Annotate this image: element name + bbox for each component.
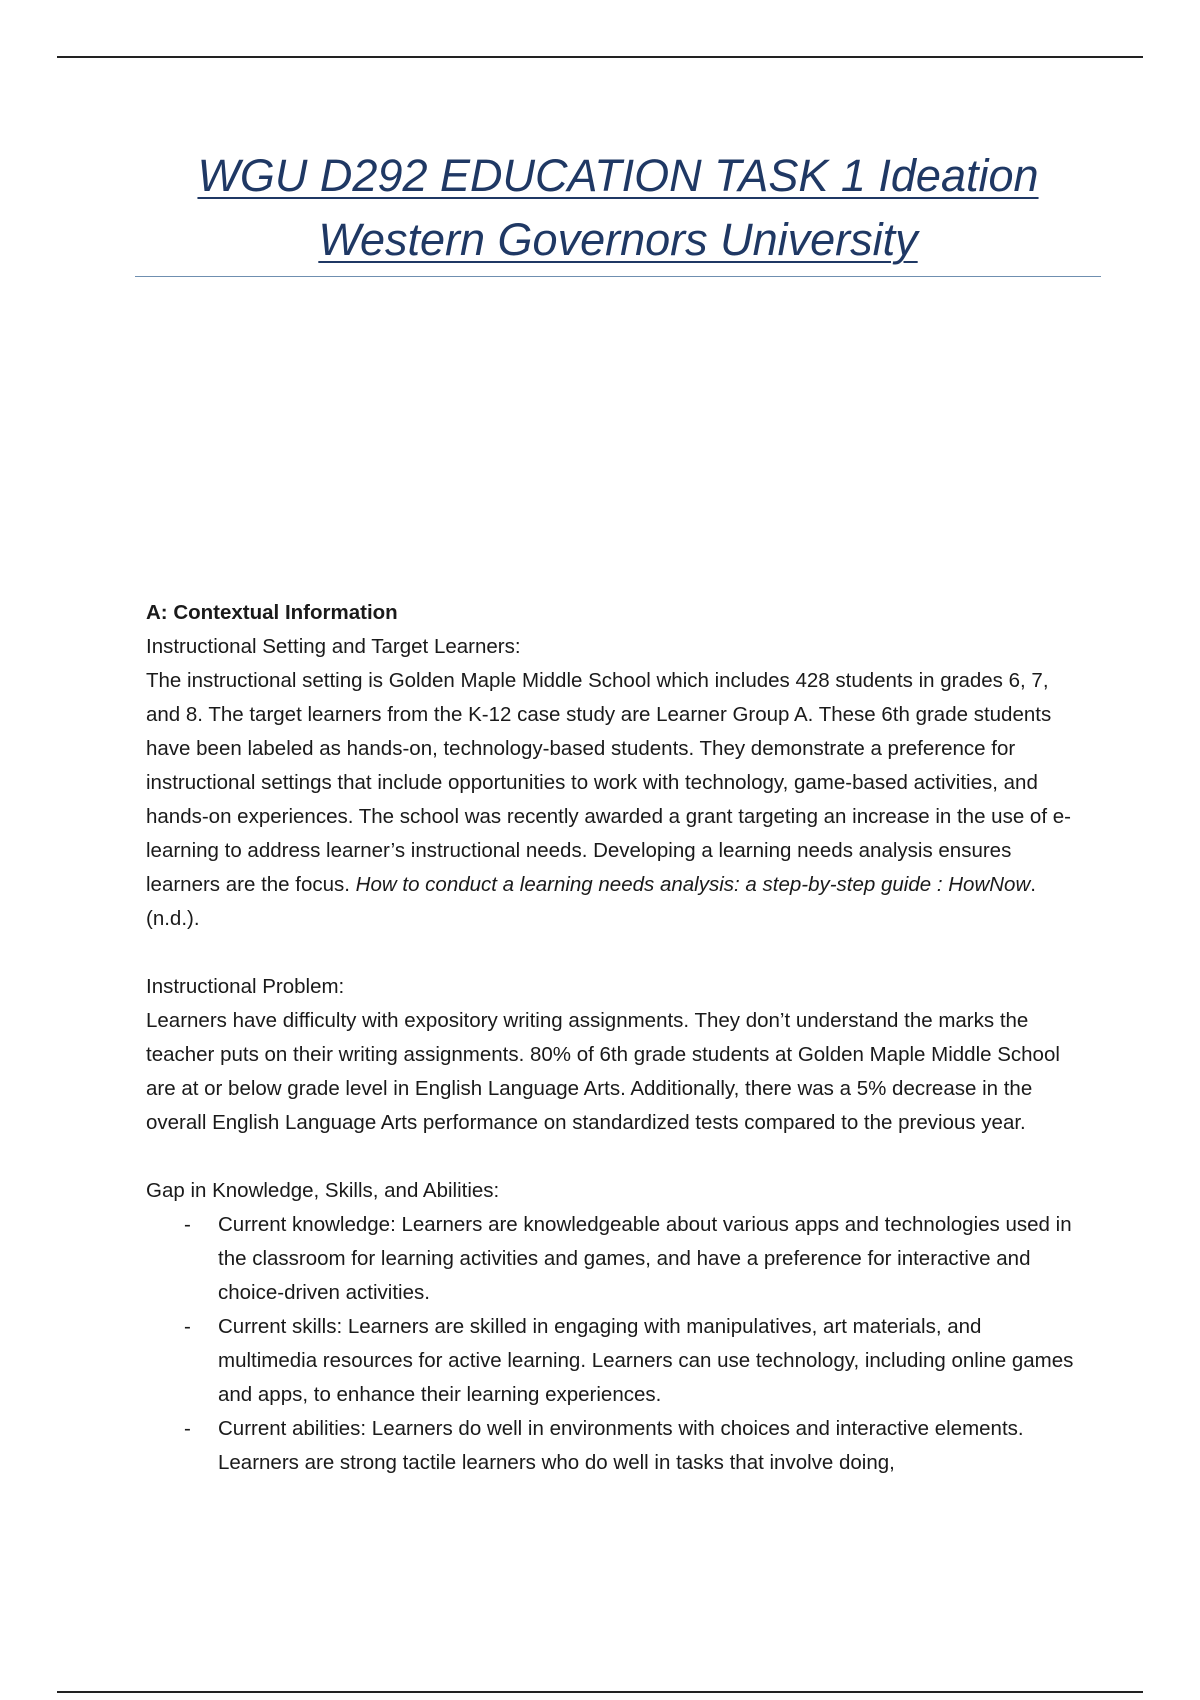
citation-title: How to conduct a learning needs analysis: a step-by-step guide : HowNow bbox=[355, 873, 1031, 896]
list-bullet: - bbox=[184, 1417, 191, 1440]
list-item bbox=[146, 1208, 1086, 1310]
title-line-1: WGU D292 EDUCATION TASK 1 Ideation bbox=[197, 150, 1039, 201]
spacer bbox=[146, 936, 1086, 970]
list-item bbox=[146, 1412, 1086, 1480]
title-line-2: Western Governors University bbox=[318, 214, 918, 265]
list-item bbox=[146, 1310, 1086, 1412]
title-underline-rule bbox=[135, 276, 1101, 277]
problem-paragraph: Learners have difficulty with expository writing assignments. They don’t understand the marks the teacher puts on their writing assignments. 80% of 6th grade students at Golden Maple Middle School are at or below grade level in English Language Arts. Additionally, there was a 5% decrease in the overall English Language Arts performance on standardized tests compared to the previous year. bbox=[146, 1009, 1060, 1134]
citation-rest: . (n.d.). bbox=[146, 873, 1036, 930]
setting-paragraph bbox=[146, 664, 1086, 936]
setting-label: Instructional Setting and Target Learners: bbox=[146, 635, 521, 658]
document-title bbox=[135, 144, 1101, 272]
gap-list bbox=[146, 1208, 1086, 1480]
list-bullet: - bbox=[184, 1315, 191, 1338]
document-body bbox=[146, 596, 1086, 1480]
page-bottom-rule bbox=[57, 1691, 1143, 1693]
setting-paragraph-text: The instructional setting is Golden Maple Middle School which includes 428 students in grades 6, 7, and 8. The target learners from the K-12 case study are Learner Group A. These 6th grade students have been labeled as hands-on, technology-based students. They demonstrate a preference for instructional settings that include opportunities to work with technology, game-based activities, and hands-on experiences. The school was recently awarded a grant targeting an increase in the use of e-learning to address learner’s instructional needs. Developing a learning needs analysis ensures learners are the focus. bbox=[146, 669, 1071, 896]
list-item-text: Current skills: Learners are skilled in engaging with manipulatives, art materials, and multimedia resources for active learning. Learners can use technology, including online games and apps, to enhance their learning experiences. bbox=[218, 1315, 1074, 1406]
gap-label: Gap in Knowledge, Skills, and Abilities: bbox=[146, 1179, 500, 1202]
list-item-text: Current abilities: Learners do well in environments with choices and interactive elements. Learners are strong tactile learners who do well in tasks that involve doing, bbox=[218, 1417, 1024, 1474]
list-item-text: Current knowledge: Learners are knowledgeable about various apps and technologies used in the classroom for learning activities and games, and have a preference for interactive and choice-driven activities. bbox=[218, 1213, 1072, 1304]
page-top-rule bbox=[57, 56, 1143, 58]
spacer bbox=[146, 1140, 1086, 1174]
list-bullet: - bbox=[184, 1213, 191, 1236]
problem-label: Instructional Problem: bbox=[146, 975, 345, 998]
section-heading: A: Contextual Information bbox=[146, 601, 398, 624]
